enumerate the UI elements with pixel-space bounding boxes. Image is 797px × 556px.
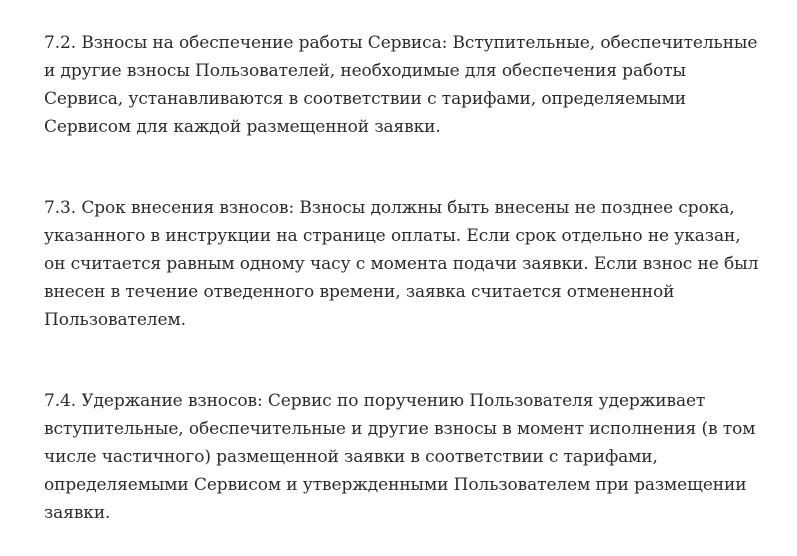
section-7-3: 7.3. Срок внесения взносов: Взносы должны быть внесены не позднее срока, указанного в инструкции на странице оплаты. Если срок отдельно не указан, он считается равным одному часу с момента подачи заявки. Если взнос не был внесен в течение отведенного времени, заявка считается отмененной Пользователем.: [44, 198, 759, 330]
section-7-4: 7.4. Удержание взносов: Сервис по поручению Пользователя удерживает вступительные, обеспечительные и другие взносы в момент исполнения (в том числе частичного) размещенной заявки в соответствии с тарифами, определяемыми Сервисом и утвержденными Пользователем при размещении заявки.: [44, 391, 756, 523]
section-7-2: 7.2. Взносы на обеспечение работы Сервиса: Вступительные, обеспечительные и другие взносы Пользователей, необходимые для обеспечения работы Сервиса, устанавливаются в соответствии с тарифами, определяемыми Сервисом для каждой размещенной заявки.: [44, 33, 758, 137]
document-body: [44, 29, 764, 527]
